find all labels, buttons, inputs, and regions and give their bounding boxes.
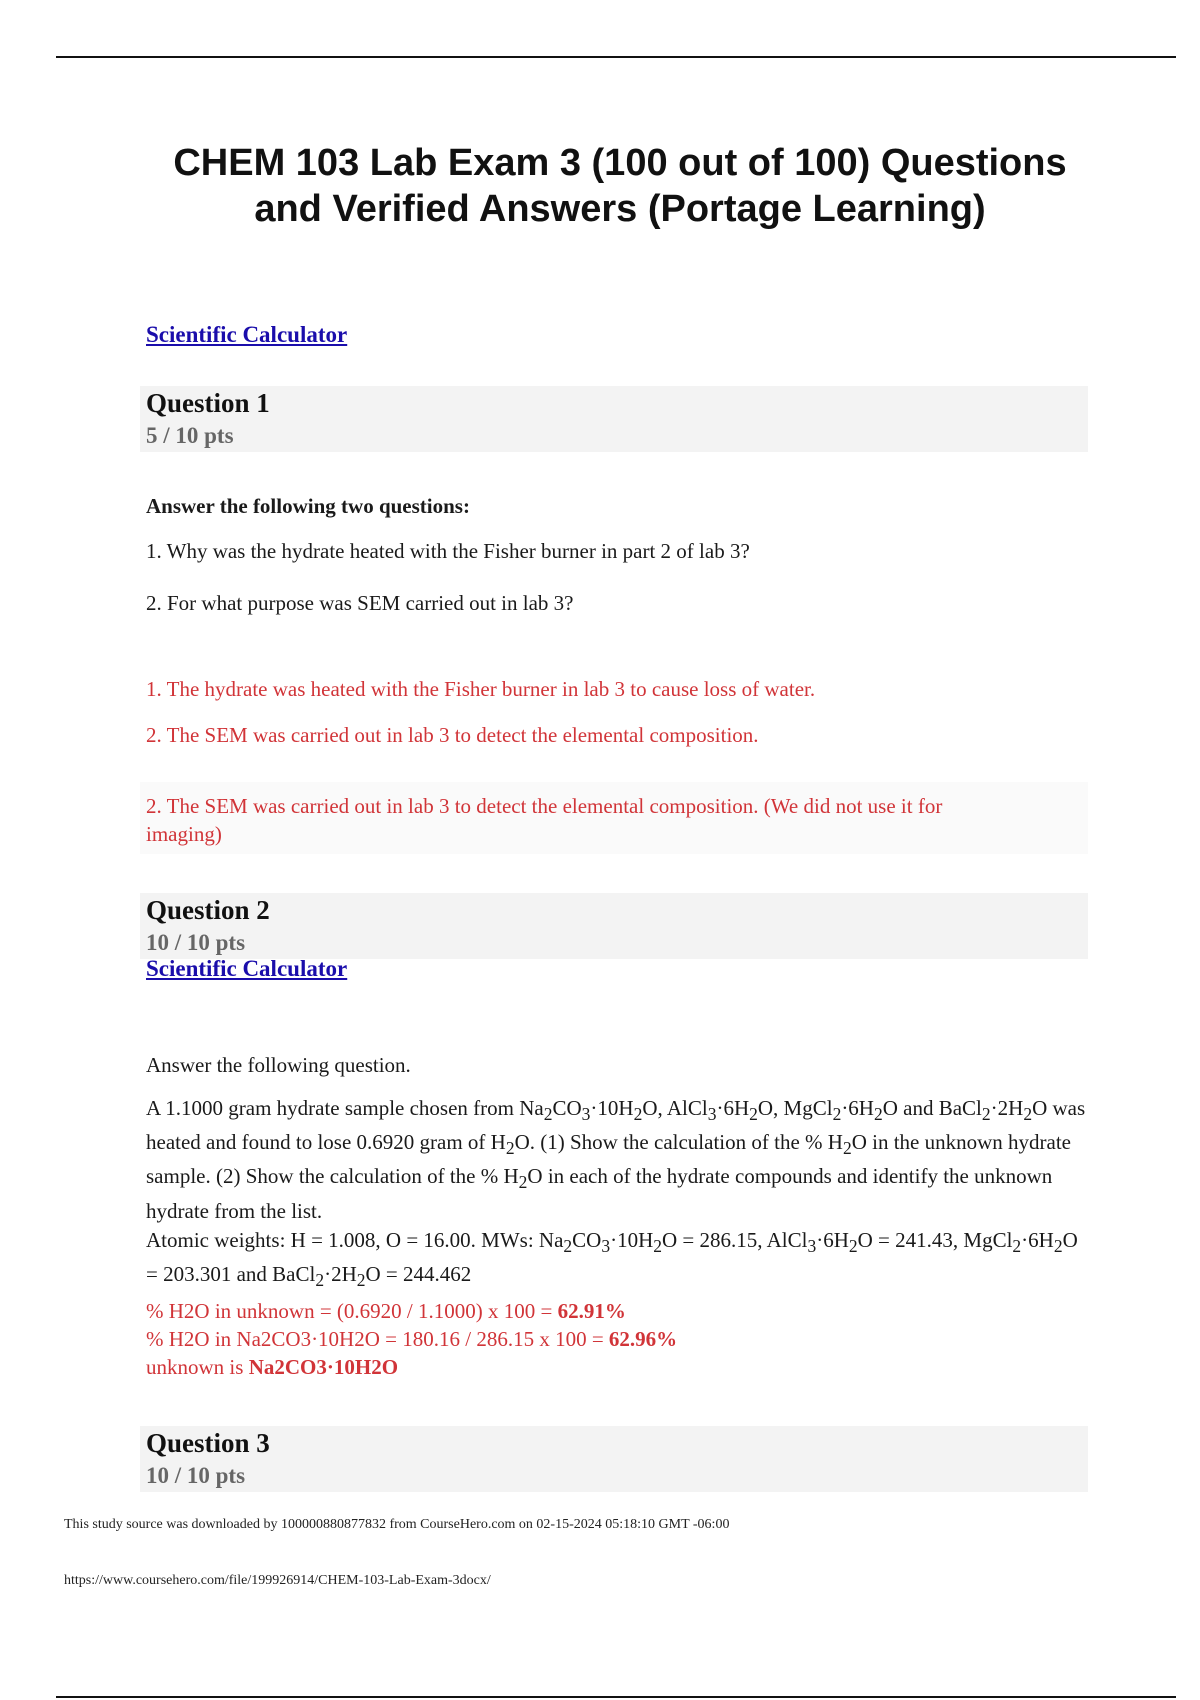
correct-answer-line-2: imaging) bbox=[146, 822, 222, 846]
source-url: https://www.coursehero.com/file/199926914/CHEM-103-Lab-Exam-3docx/ bbox=[64, 1573, 491, 1588]
question-1-title: Question 1 bbox=[146, 388, 270, 418]
question-2-points: 10 / 10 pts bbox=[146, 930, 246, 955]
correct-answer-line-1: 2. The SEM was carried out in lab 3 to detect the elemental composition. (We did not use it for bbox=[146, 794, 943, 818]
question-1-instruction: Answer the following two questions: bbox=[146, 494, 470, 518]
question-1-answer-2: 2. The SEM was carried out in lab 3 to detect the elemental composition. bbox=[146, 723, 759, 747]
question-1-correct-answer bbox=[146, 792, 1086, 848]
question-2-body: A 1.1000 gram hydrate sample chosen from $Na_2CO_3\cdot 10H_2O$, $AlCl_3\cdot 6H_2O$, $MgCl_2\cdot 6H_2O$ and $BaCl_2\cdot 2H_2O$ was heated and found to lose 0.6920 gram of $H_2O$. (1) Show the calculation of the % $H_2O$ in the unknown hydrate sample. (2) Show the calculation of the % $H_2O$ in each of the hydrate compounds and identify the unknown hydrate from the list. bbox=[146, 1096, 1086, 1223]
bottom-rule bbox=[56, 1696, 1176, 1698]
document-title bbox=[100, 140, 1140, 232]
question-3-points: 10 / 10 pts bbox=[146, 1463, 246, 1488]
question-2-title: Question 2 bbox=[146, 895, 270, 925]
question-1-points: 5 / 10 pts bbox=[146, 423, 234, 448]
scientific-calculator-link[interactable]: Scientific Calculator bbox=[146, 322, 348, 347]
question-3-header bbox=[140, 1426, 1088, 1492]
question-2-weights: Atomic weights: H = 1.008, O = 16.00. MWs: $Na_2CO_3\cdot 10H_2O = 286.15$, $AlCl_3\cdot 6H_2O = 241.43$, $MgCl_2\cdot 6H_2O = 203.301$ and $BaCl_2\cdot 2H_2O = 244.462$ bbox=[146, 1228, 1078, 1291]
question-1-answer-1: 1. The hydrate was heated with the Fisher burner in lab 3 to cause loss of water. bbox=[146, 677, 816, 701]
top-rule bbox=[56, 56, 1176, 58]
question-2-instruction: Answer the following question. bbox=[146, 1053, 411, 1077]
question-2-answer bbox=[146, 1297, 677, 1381]
question-2-calculator-link[interactable]: Scientific Calculator bbox=[146, 956, 348, 981]
download-notice: This study source was downloaded by 100000880877832 from CourseHero.com on 02-15-2024 05:18:10 GMT -06:00 bbox=[64, 1517, 730, 1532]
answer-line-1: % H2O in unknown = (0.6920 / 1.1000) x 100 = 62.91% bbox=[146, 1299, 626, 1323]
question-3-title: Question 3 bbox=[146, 1428, 270, 1458]
answer-line-3: unknown is Na2CO3·10H2O bbox=[146, 1355, 399, 1379]
answer-line-2: % H2O in Na2CO3·10H2O = 180.16 / 286.15 x 100 = 62.96% bbox=[146, 1327, 678, 1351]
question-1-prompt-2: 2. For what purpose was SEM carried out in lab 3? bbox=[146, 591, 574, 615]
question-2-header bbox=[140, 893, 1088, 959]
title-line-2: and Verified Answers (Portage Learning) bbox=[254, 188, 986, 230]
title-line-1: CHEM 103 Lab Exam 3 (100 out of 100) Questions bbox=[173, 142, 1067, 184]
question-1-prompt-1: 1. Why was the hydrate heated with the Fisher burner in part 2 of lab 3? bbox=[146, 539, 750, 563]
question-1-header bbox=[140, 386, 1088, 452]
